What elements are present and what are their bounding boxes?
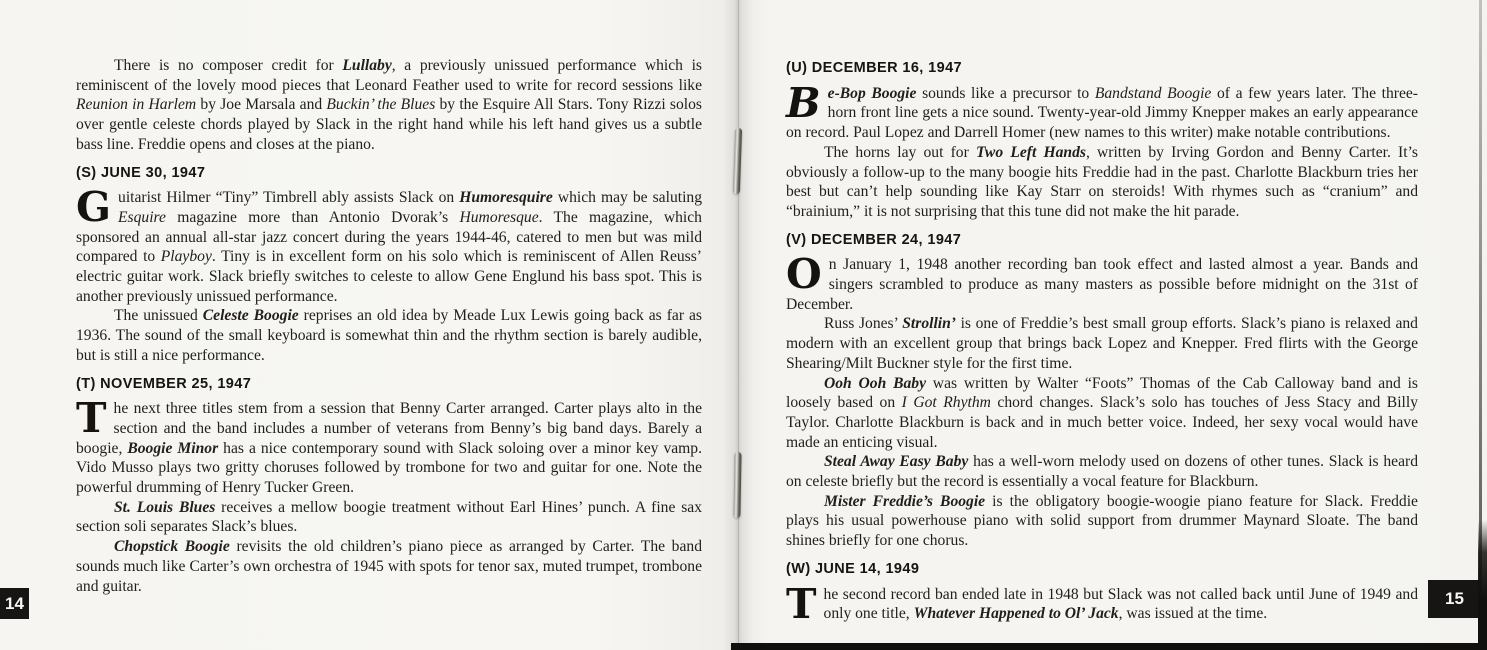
session-heading: (V) DECEMBER 24, 1947 — [786, 231, 962, 248]
gutter-fold-line — [738, 0, 739, 650]
session-heading: (U) DECEMBER 16, 1947 — [786, 60, 963, 76]
paragraph: Steal Away Easy Baby has a well-worn melody used on dozens of other tunes. Slack is heard on celeste briefly but the record is essentially a vocal feature for Blackburn. — [786, 453, 1419, 491]
paragraph: On January 1, 1948 another recording ban took effect and lasted almost a year. Bands and singers scrambled to produce as many masters as possible before midnight on the 31st of December. — [786, 250, 1418, 313]
paragraph: Russ Jones’ Strollin’ is one of Freddie’s best small group efforts. Slack’s piano is relaxed and modern with an excellent group that brings back Lopez and Knepper. Fred flirts with the George Shearing/Milt Buckner style for the first time. — [786, 315, 1418, 372]
right-page-text-column — [786, 50, 1419, 628]
paragraph: Chopstick Boogie revisits the old children’s piano piece as arranged by Carter. The band sounds much like Carter’s own orchestra of 1945 with spots for tenor sax, muted trumpet, trombone and guitar. — [76, 538, 702, 595]
drop-cap: T — [76, 394, 107, 443]
page-number-right: 15 — [1445, 589, 1464, 608]
paragraph: There is no composer credit for Lullaby, a previously unissued performance which is reminiscent of the lovely mood pieces that Leonard Feather used to write for record sessions like Reunion in Harlem by Joe Marsala and Buckin’ the Blues by the Esquire All Stars. Tony Rizzi solos over gentle celeste chords played by Slack in the right hand while his left hand gives us a subtle bass line. Freddie opens and closes at the piano. — [76, 57, 702, 153]
scan-right-edge-shadow — [1478, 520, 1487, 650]
paragraph: Ooh Ooh Baby was written by Walter “Foots” Thomas of the Cab Calloway band and is loosely based on I Got Rhythm chord changes. Slack’s solo has touches of Jess Stacy and Billy Taylor. Charlotte Blackburn is back and in much better voice. Indeed, her sexy vocal would have made an enticing visual. — [786, 374, 1418, 451]
left-page-text-column — [76, 56, 702, 596]
paragraph: The next three titles stem from a session that Benny Carter arranged. Carter plays alto in the section and the band includes a number of veterans from Benny’s big band days. Barely a boogie, Boogie Minor has a nice contemporary sound with Slack soloing over a minor key vamp. Vido Musso plays two gritty choruses followed by trombone for two and guitar for one. Note the powerful drumming of Henry Tucker Green. — [76, 394, 702, 497]
drop-cap: B — [786, 78, 821, 127]
drop-cap: O — [786, 250, 822, 299]
session-heading: (W) JUNE 14, 1949 — [786, 560, 920, 577]
paragraph: The second record ban ended late in 1948 but Slack was not called back until June of 1949 and only one title, Whatever Happened to Ol’ Jack, was issued at the time. — [786, 579, 1418, 628]
paragraph: Be-Bop Boogie sounds like a precursor to Bandstand Boogie of a few years later. The three-horn front line gets a nice sound. Twenty-year-old Jimmy Knepper makes an early appearance on record. Paul Lopez and Darrell Homer (new names to this writer) make notable contributions. — [786, 78, 1418, 142]
page-number-left: 14 — [5, 593, 24, 613]
session-heading: (T) NOVEMBER 25, 1947 — [76, 375, 252, 392]
paragraph: St. Louis Blues receives a mellow boogie treatment without Earl Hines’ punch. A fine sax section soli separates Slack’s blues. — [76, 498, 702, 536]
page-number-tab-left — [0, 588, 29, 619]
paragraph: The unissued Celeste Boogie reprises an old idea by Meade Lux Lewis going back as far as 1936. The sound of the small keyboard is somewhat thin and the rhythm section is barely audible, but is still a nice performance. — [76, 307, 702, 364]
page-number-tab-right — [1428, 580, 1481, 618]
drop-cap: G — [76, 183, 112, 232]
paragraph: Mister Freddie’s Boogie is the obligatory boogie-woogie piano feature for Slack. Freddie plays his usual powerhouse piano with solid support from drummer Maynard Sloate. The band shines briefly for one chorus. — [786, 492, 1418, 550]
paragraph: Guitarist Hilmer “Tiny” Timbrell ably assists Slack on Humoresquire which may be saluting Esquire magazine more than Antonio Dvorak’s Humoresque. The magazine, which sponsored an annual all-star jazz concert during the years 1944-46, catered to men but was mild compared to Playboy. Tiny is in excellent form on his solo which is reminiscent of Allen Reuss’ electric guitar work. Slack briefly switches to celeste to allow Gene Englund his bass spot. This is another previously unissued performance. — [76, 183, 702, 305]
staple-bottom — [733, 452, 741, 518]
session-heading: (S) JUNE 30, 1947 — [76, 164, 206, 181]
scan-bottom-edge — [731, 643, 1487, 650]
drop-cap: T — [786, 579, 817, 628]
paragraph: The horns lay out for Two Left Hands, written by Irving Gordon and Benny Carter. It’s obviously a follow-up to the many boogie hits Freddie had in the past. Charlotte Blackburn tries her best but can’t help sounding like Kay Starr on steroids! With rhymes such as “cranium” and “brainium,” it is not surprising that this tune did not make the hit parade. — [786, 143, 1418, 220]
